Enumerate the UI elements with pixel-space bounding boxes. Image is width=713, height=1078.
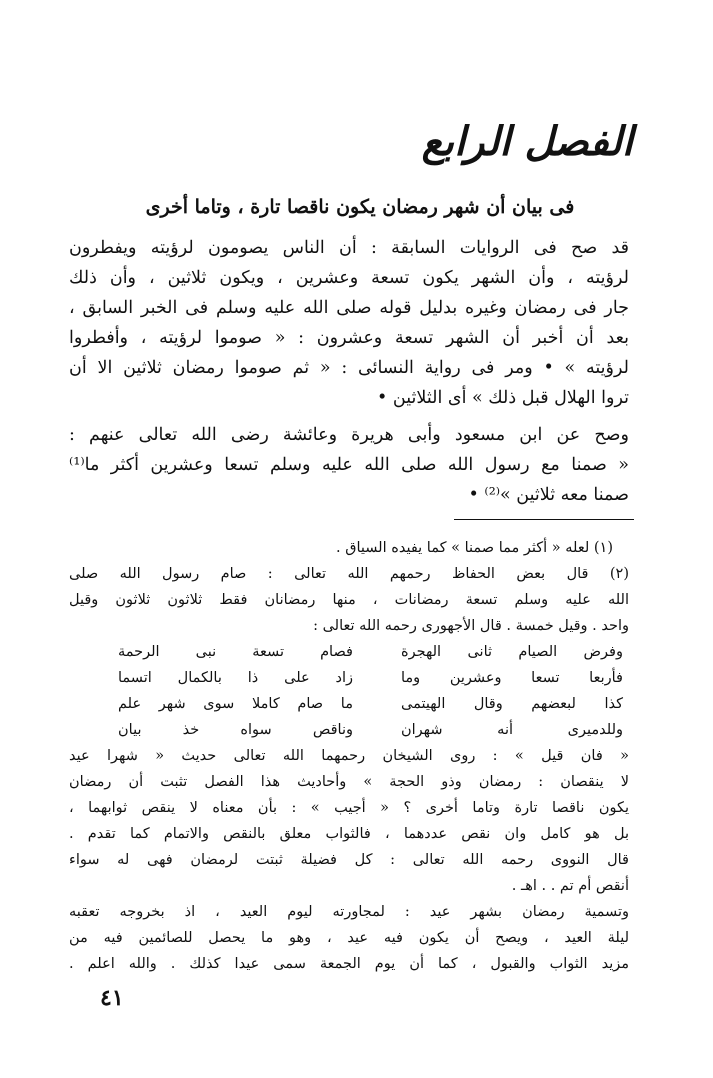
footnote-line: (١) لعله « أكثر مما صمنا » كما يفيده السياق . (335, 540, 613, 556)
footnote-line: الله عليه وسلم تسعة رمضانات ، منها رمضانان فقط ثلاثون ثلاثون وقيل (69, 592, 629, 608)
paragraph-line: تروا الهلال قبل ذلك » أى الثلاثين • (377, 388, 629, 408)
page-number: ٤١ (100, 985, 124, 1011)
footnote-line: وتسمية رمضان بشهر عيد : لمجاورته ليوم العيد ، اذ بخروجه تعقبه (69, 904, 629, 920)
verse-second-half: وناقص سواه خذ بيان (118, 722, 353, 738)
paragraph-line: لرؤيته » • ومر فى رواية النسائى : « ثم صوموا رمضان ثلاثين الا أن (69, 358, 629, 378)
paragraph-line: لرؤيته ، وأن الشهر يكون تسعة وعشرين ، ويكون ثلاثين ، وأن ذلك (69, 268, 629, 288)
verse-second-half: فصام تسعة نبى الرحمة (118, 644, 353, 660)
verse-first-half: كذا لبعضهم وقال الهيتمى (401, 696, 623, 712)
footnote-line: بل هو كامل وان نقص عددهما ، فالثواب معلق بالنقص والاتمام كما تقدم . (69, 826, 629, 842)
paragraph-line: قد صح فى الروايات السابقة : أن الناس يصومون لرؤيته ويفطرون (69, 238, 629, 258)
footnote-line: واحد . وقيل خمسة . قال الأجهورى رحمه الله تعالى : (313, 618, 629, 634)
section-subtitle: فى بيان أن شهر رمضان يكون ناقصا تارة ، وتاما أخرى (145, 196, 575, 218)
chapter-title: الفصل الرابع (421, 118, 633, 165)
footnote-line: « فان قيل » : روى الشيخان رحمهما الله تعالى حديث « شهرا عيد (69, 748, 629, 764)
paragraph-line: جار فى رمضان وغيره بدليل قوله صلى الله عليه وسلم فى الخبر السابق ، (69, 298, 629, 318)
paragraph-line: وصح عن ابن مسعود وأبى هريرة وعائشة رضى الله تعالى عنهم : (69, 425, 629, 445)
verse-second-half: ما صام كاملا سوى شهر علم (118, 696, 353, 712)
paragraph-line: « صمنا مع رسول الله صلى الله عليه وسلم تسعا وعشرين أكثر ما⁽¹⁾ (69, 455, 629, 475)
verse-first-half: وللدميرى أنه شهران (401, 722, 623, 738)
verse-second-half: زاد على ذا بالكمال اتسما (118, 670, 353, 686)
footnote-line: لا ينقصان : رمضان وذو الحجة » وأحاديث هذا الفصل تثبت أن رمضان (69, 774, 629, 790)
footnote-line: قال النووى رحمه الله تعالى : كل فضيلة ثبتت لرمضان فهى له سواء (69, 852, 629, 868)
verse-first-half: وفرض الصيام ثانى الهجرة (401, 644, 623, 660)
paragraph-line: صمنا معه ثلاثين »⁽²⁾ • (468, 485, 629, 505)
footnote-line: مزيد الثواب والقبول ، كما أن يوم الجمعة سمى عيدا كذلك . والله اعلم . (69, 956, 629, 972)
verse-first-half: فأربعا تسعا وعشرين وما (401, 670, 623, 686)
footnote-line: يكون ناقصا تارة وتاما أخرى ؟ « أجيب » : بأن معناه لا ينقص ثوابهما ، (69, 800, 629, 816)
footnote-divider (454, 519, 634, 520)
paragraph-line: بعد أن أخبر أن الشهر تسعة وعشرون : « صوموا لرؤيته ، وأفطروا (69, 328, 629, 348)
footnote-line: (٢) قال بعض الحفاظ رحمهم الله تعالى : صام رسول الله صلى (69, 566, 629, 582)
footnote-line: أنقص أم تم . . اهـ . (511, 878, 629, 894)
footnote-line: ليلة العيد ، ويصح أن يكون فيه عيد ، وهو ما يحصل للصائمين فيه من (69, 930, 629, 946)
